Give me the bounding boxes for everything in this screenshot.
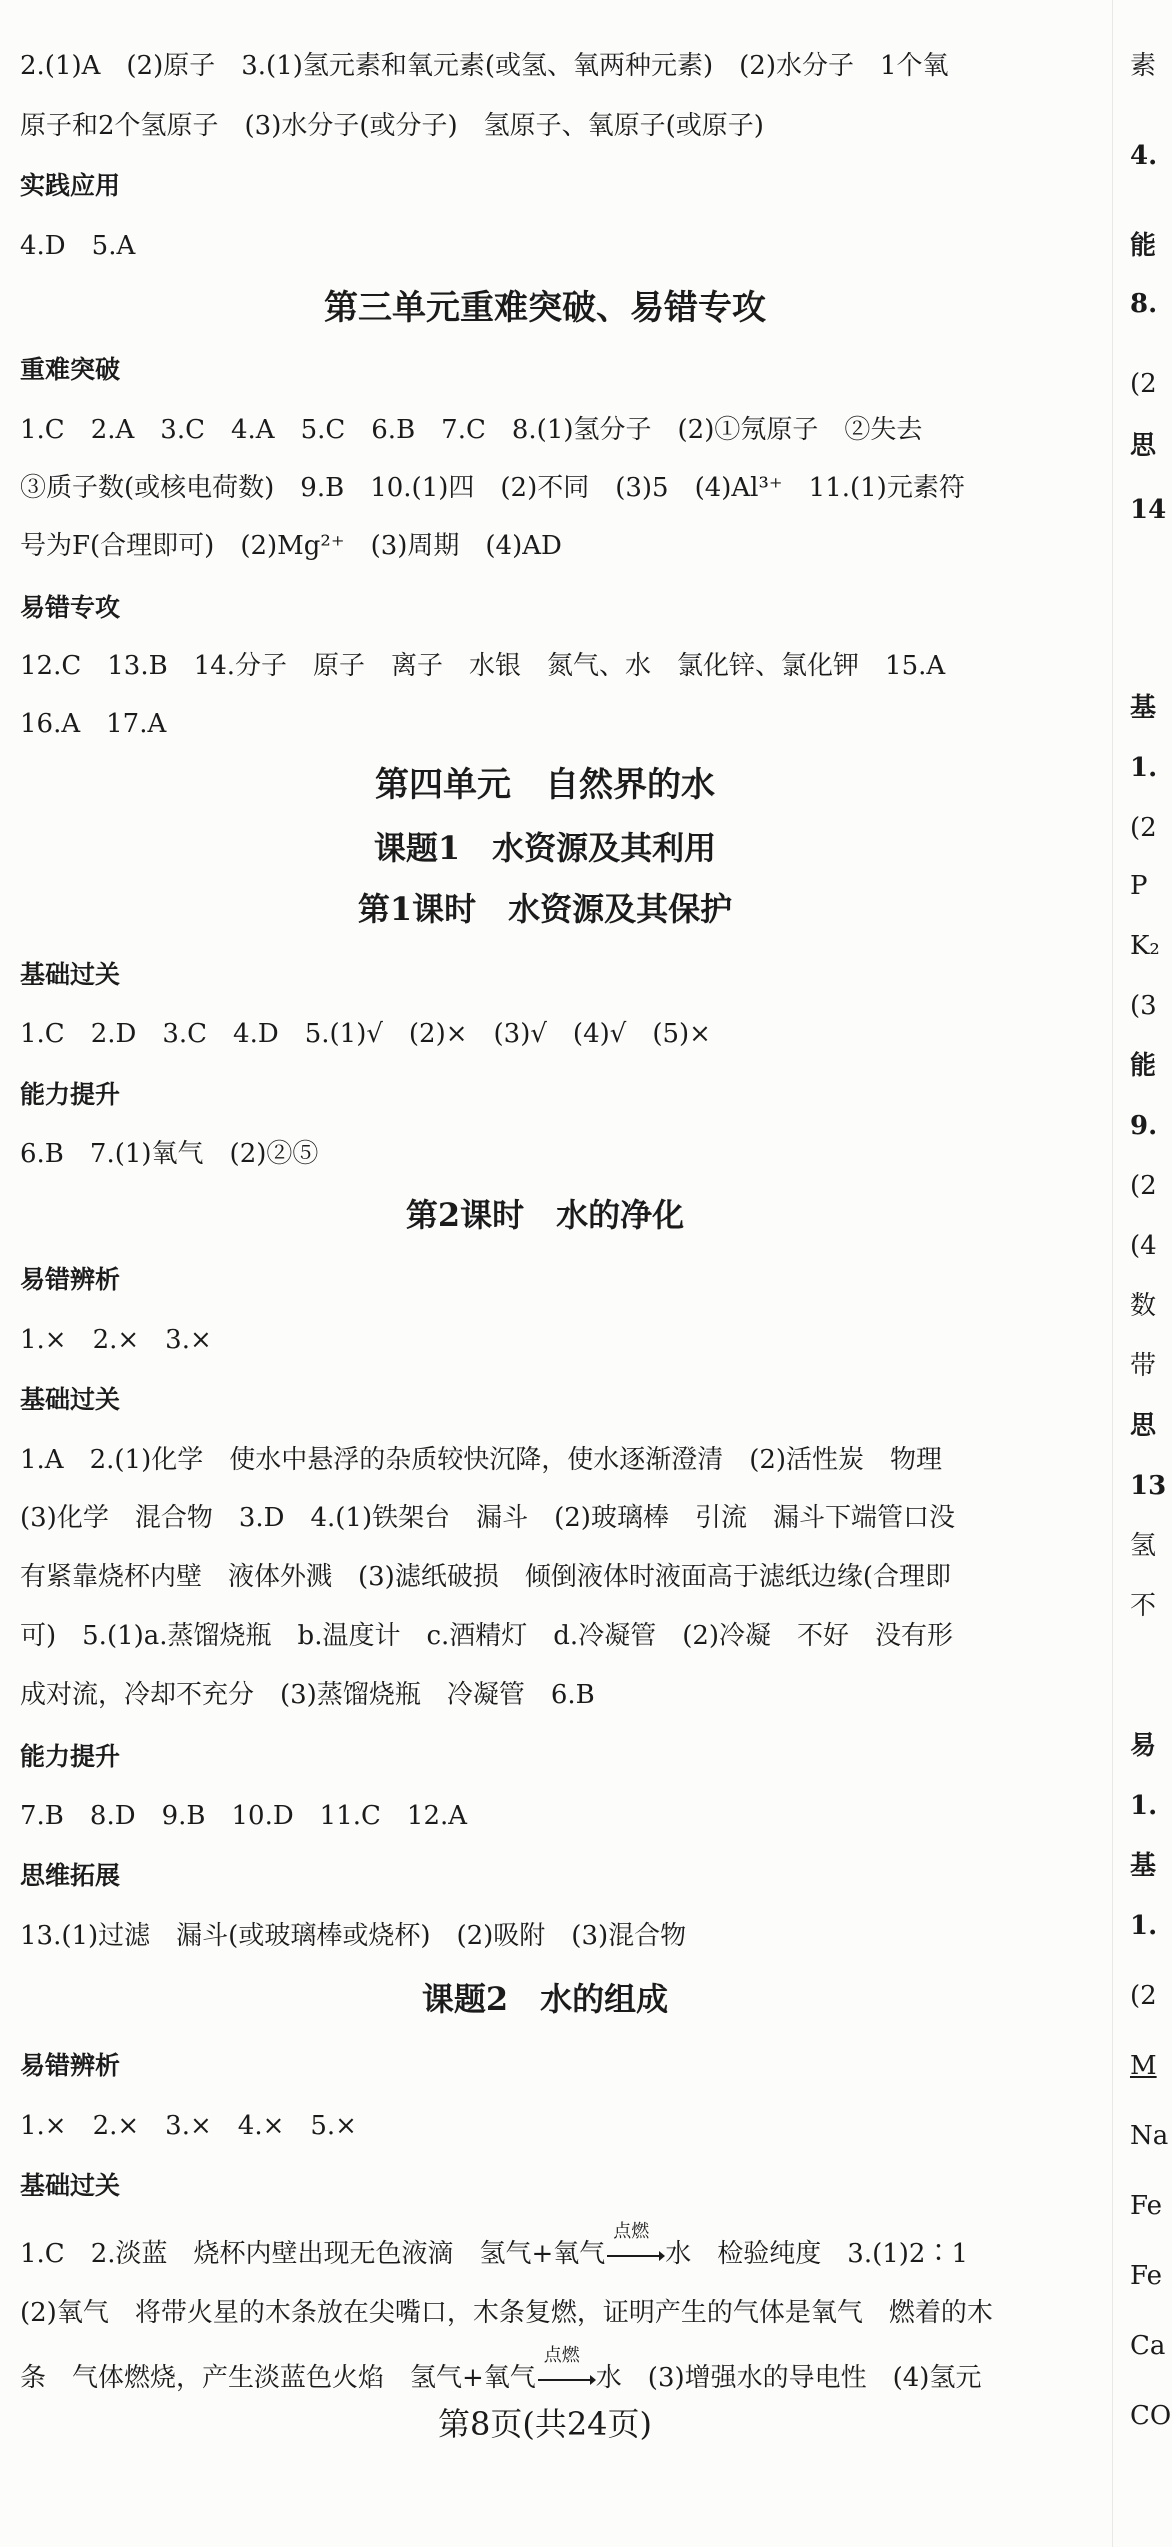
- right-column-fragment: Fe: [1130, 2191, 1163, 2221]
- text-line: 可) 5.(1)a.蒸馏烧瓶 b.温度计 c.酒精灯 d.冷凝管 (2)冷凝 不好 没有形: [20, 1621, 954, 1651]
- text-line: 1.C 2.D 3.C 4.D 5.(1)√ (2)× (3)√ (4)√ (5)×: [20, 1019, 711, 1049]
- right-column-fragment: 数: [1130, 1291, 1157, 1321]
- section-heading: 思维拓展: [20, 1861, 121, 1890]
- text-line: 4.D 5.A: [20, 231, 136, 261]
- text-line: (3)化学 混合物 3.D 4.(1)铁架台 漏斗 (2)玻璃棒 引流 漏斗下端管口没: [20, 1503, 955, 1533]
- section-heading: 易错辨析: [20, 2051, 121, 2080]
- text-line: ③质子数(或核电荷数) 9.B 10.(1)四 (2)不同 (3)5 (4)Al³⁺ 11.(1)元素符: [20, 473, 965, 503]
- right-column-fragment: 1.: [1130, 753, 1158, 783]
- right-column-fragment: 基: [1130, 1851, 1157, 1881]
- text-line: [20, 2221, 1110, 2274]
- text-line: 7.B 8.D 9.B 10.D 11.C 12.A: [20, 1801, 468, 1831]
- text-line: (2)氧气 将带火星的木条放在尖嘴口，木条复燃，证明产生的气体是氧气 燃着的木: [20, 2298, 993, 2328]
- text-line: 成对流，冷却不充分 (3)蒸馏烧瓶 冷凝管 6.B: [20, 1680, 595, 1710]
- period-title: 第2课时 水的净化: [405, 1196, 685, 1234]
- right-column-fragment: M: [1130, 2051, 1157, 2081]
- text-segment: 水 (3)增强水的导电性 (4)氢元: [595, 2363, 982, 2393]
- section-heading: 实践应用: [20, 171, 121, 200]
- right-column-fragment: K₂: [1130, 931, 1160, 961]
- text-line: 原子和2个氢原子 (3)水分子(或分子) 氢原子、氧原子(或原子): [20, 111, 764, 141]
- right-column-fragment: 易: [1130, 1731, 1157, 1761]
- right-column-fragment: 9.: [1130, 1111, 1158, 1141]
- text-segment: 1.C 2.淡蓝 烧杯内壁出现无色液滴 氢气+氧气: [20, 2239, 606, 2269]
- lesson-title: 课题2 水的组成: [421, 1980, 669, 2018]
- right-column-fragment: 思: [1130, 431, 1157, 461]
- text-line: 2.(1)A (2)原子 3.(1)氢元素和氧元素(或氢、氧两种元素) (2)水分子 1个氧: [20, 51, 949, 81]
- section-heading: 基础过关: [20, 1385, 121, 1414]
- right-column-fragment: 氢: [1130, 1531, 1157, 1561]
- right-column-fragment: (2: [1130, 369, 1157, 399]
- reaction-arrow: [536, 2345, 596, 2398]
- arrow-icon: [605, 2234, 665, 2274]
- column-divider: [1112, 0, 1113, 2547]
- page-footer: 第8页(共24页): [437, 2405, 653, 2443]
- text-line: 1.C 2.A 3.C 4.A 5.C 6.B 7.C 8.(1)氢分子 (2)①氖原子 ②失去: [20, 415, 923, 445]
- right-column-fragment: 1.: [1130, 1791, 1158, 1821]
- section-heading: 重难突破: [20, 355, 121, 384]
- right-column-fragment: Fe: [1130, 2261, 1163, 2291]
- section-heading: 基础过关: [20, 960, 121, 989]
- section-heading: 易错辨析: [20, 1265, 121, 1294]
- right-column-fragment: Na: [1130, 2121, 1169, 2151]
- text-line: 6.B 7.(1)氧气 (2)②⑤: [20, 1139, 319, 1169]
- reaction-condition: 点燃: [613, 2221, 650, 2242]
- right-column-fragment: 不: [1130, 1591, 1157, 1621]
- right-column-fragment: (3: [1130, 991, 1157, 1021]
- right-column-fragment: 13: [1130, 1471, 1167, 1501]
- right-column-fragment: 素: [1130, 51, 1157, 81]
- section-heading: 能力提升: [20, 1742, 121, 1771]
- text-line: 1.A 2.(1)化学 使水中悬浮的杂质较快沉降，使水逐渐澄清 (2)活性炭 物理: [20, 1445, 943, 1475]
- text-segment: 条 气体燃烧，产生淡蓝色火焰 氢气+氧气: [20, 2363, 536, 2393]
- right-column-fragment: 能: [1130, 231, 1157, 261]
- arrow-icon: [536, 2358, 596, 2398]
- period-title: 第1课时 水资源及其保护: [357, 890, 733, 928]
- right-column-fragment: 能: [1130, 1051, 1157, 1081]
- section-heading: 易错专攻: [20, 593, 121, 622]
- text-line: 号为F(合理即可) (2)Mg²⁺ (3)周期 (4)AD: [20, 531, 562, 561]
- text-line: [20, 2345, 1110, 2398]
- right-column-fragment: (4: [1130, 1231, 1157, 1261]
- right-column-fragment: 带: [1130, 1351, 1157, 1381]
- right-column-fragment: 思: [1130, 1411, 1157, 1441]
- reaction-condition: 点燃: [543, 2345, 580, 2366]
- text-line: 13.(1)过滤 漏斗(或玻璃棒或烧杯) (2)吸附 (3)混合物: [20, 1921, 687, 1951]
- text-line: 1.× 2.× 3.× 4.× 5.×: [20, 2111, 357, 2141]
- right-column-fragment: (2: [1130, 1171, 1157, 1201]
- section-heading: 基础过关: [20, 2171, 121, 2200]
- section-heading: 能力提升: [20, 1080, 121, 1109]
- right-column-fragment: 4.: [1130, 141, 1158, 171]
- right-column-fragment: P: [1130, 871, 1148, 901]
- unit-title: 第四单元 自然界的水: [375, 765, 715, 805]
- right-column-fragment: (2: [1130, 813, 1157, 843]
- right-column-fragment: 1.: [1130, 1911, 1158, 1941]
- text-line: 16.A 17.A: [20, 709, 167, 739]
- right-column-fragment: 14: [1130, 495, 1167, 525]
- text-line: 有紧靠烧杯内壁 液体外溅 (3)滤纸破损 倾倒液体时液面高于滤纸边缘(合理即: [20, 1562, 951, 1592]
- right-column-fragment: (2: [1130, 1981, 1157, 2011]
- right-column-fragment: 8.: [1130, 289, 1158, 319]
- text-line: 1.× 2.× 3.×: [20, 1325, 212, 1355]
- lesson-title: 课题1 水资源及其利用: [373, 829, 717, 867]
- right-column-fragment: Ca: [1130, 2331, 1166, 2361]
- text-line: 12.C 13.B 14.分子 原子 离子 水银 氮气、水 氯化锌、氯化钾 15.A: [20, 651, 946, 681]
- text-segment: 水 检验纯度 3.(1)2∶1: [665, 2239, 969, 2269]
- right-column-fragment: CO: [1130, 2401, 1172, 2431]
- right-column-fragment: 基: [1130, 693, 1157, 723]
- unit-title: 第三单元重难突破、易错专攻: [324, 288, 766, 328]
- reaction-arrow: [605, 2221, 665, 2274]
